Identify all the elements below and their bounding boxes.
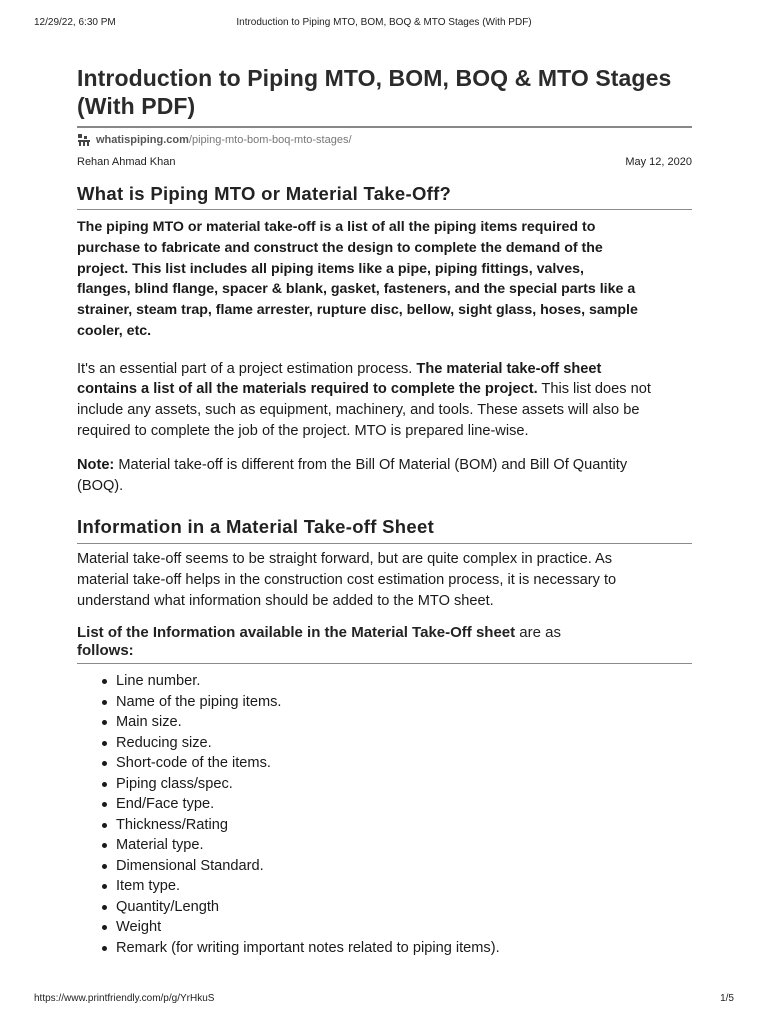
information-list — [77, 671, 692, 958]
list-item-text: Piping class/spec. — [116, 775, 233, 792]
bullet-icon — [102, 884, 107, 889]
print-footer — [34, 993, 734, 1007]
bullet-icon — [102, 761, 107, 766]
bullet-icon — [102, 720, 107, 725]
list-item — [77, 712, 692, 733]
list-item-text: Line number. — [116, 673, 201, 690]
section-divider — [77, 543, 692, 544]
list-item-text: Remark (for writing important notes related to piping items). — [116, 939, 500, 956]
title-divider — [77, 126, 692, 128]
heading-text: are as — [515, 624, 561, 642]
intro-line: purchase to fabricate and construct the design to complete the demand of the — [77, 239, 603, 256]
list-item-text: Main size. — [116, 714, 182, 731]
list-item-text: Reducing size. — [116, 734, 212, 751]
bullet-icon — [102, 741, 107, 746]
heading-text: follows: — [77, 642, 134, 660]
bullet-icon — [102, 679, 107, 684]
bullet-icon — [102, 864, 107, 869]
list-item — [77, 753, 692, 774]
author-name: Rehan Ahmad Khan — [77, 156, 176, 168]
section-heading-what-is-mto: What is Piping MTO or Material Take-Off? — [77, 183, 452, 204]
bullet-icon — [102, 905, 107, 910]
bullet-icon — [102, 946, 107, 951]
bullet-icon — [102, 700, 107, 705]
heading-text: List of the Information available in the Material Take-Off sheet — [77, 624, 516, 642]
article — [77, 64, 692, 958]
page-number: 1/5 — [720, 993, 734, 1004]
bullet-icon — [102, 823, 107, 828]
intro-line: flanges, blind flange, spacer & blank, gasket, fasteners, and the special parts like a — [77, 281, 636, 298]
article-meta — [77, 156, 692, 168]
print-header — [34, 17, 734, 31]
list-item — [77, 856, 692, 877]
paragraph-emphasis: contains a list of all the materials required to complete the project. — [77, 381, 538, 398]
note-label: Note: — [77, 457, 115, 474]
bullet-icon — [102, 843, 107, 848]
article-title — [77, 64, 692, 120]
paragraph-emphasis: The material take-off sheet — [416, 360, 602, 377]
paragraph-text: understand what information should be added to the MTO sheet. — [77, 592, 494, 609]
note-paragraph — [77, 455, 692, 496]
list-item-text: Dimensional Standard. — [116, 857, 264, 874]
list-item-text: Name of the piping items. — [116, 693, 282, 710]
list-item-text: Material type. — [116, 837, 204, 854]
paragraph-text: This list does not — [537, 381, 651, 398]
intro-line: strainer, steam trap, flame arrester, rupture disc, bellow, sight glass, hoses, sample — [77, 302, 638, 319]
list-item — [77, 835, 692, 856]
list-item — [77, 671, 692, 692]
section-divider — [77, 209, 692, 210]
paragraph-text: Material take-off seems to be straight forward, but are quite complex in practice. As — [77, 551, 613, 568]
intro-paragraph — [77, 217, 692, 342]
bullet-icon — [102, 782, 107, 787]
site-logo-icon — [77, 133, 91, 147]
intro-line: project. This list includes all piping items like a pipe, piping fittings, valves, — [77, 260, 584, 277]
bullet-icon — [102, 802, 107, 807]
print-url[interactable]: https://www.printfriendly.com/p/g/YrHkuS — [34, 993, 215, 1004]
information-paragraph — [77, 549, 692, 611]
list-item — [77, 876, 692, 897]
print-page-title: Introduction to Piping MTO, BOM, BOQ & MTO Stages (With PDF) — [236, 17, 532, 28]
list-item — [77, 794, 692, 815]
list-item-text: End/Face type. — [116, 796, 215, 813]
information-list-heading — [77, 624, 692, 660]
list-item-text: Weight — [116, 919, 162, 936]
article-title-line2: (With PDF) — [77, 93, 196, 119]
bullet-icon — [102, 925, 107, 930]
paragraph-text: required to complete the job of the project. MTO is prepared line-wise. — [77, 422, 529, 439]
publish-date: May 12, 2020 — [625, 156, 692, 168]
source-link[interactable] — [77, 133, 692, 147]
list-item — [77, 917, 692, 938]
list-item-text: Short-code of the items. — [116, 755, 271, 772]
section-heading-information: Information in a Material Take-off Sheet — [77, 516, 435, 538]
paragraph-text: include any assets, such as equipment, machinery, and tools. These assets will also be — [77, 401, 640, 418]
print-datetime: 12/29/22, 6:30 PM — [34, 17, 116, 28]
source-path[interactable]: /piping-mto-bom-boq-mto-stages/ — [188, 134, 352, 146]
paragraph-text: material take-off helps in the construction cost estimation process, it is necessary to — [77, 571, 617, 588]
intro-line: The piping MTO or material take-off is a list of all the piping items required to — [77, 219, 596, 235]
estimation-paragraph — [77, 359, 692, 441]
list-item — [77, 733, 692, 754]
list-item-text: Quantity/Length — [116, 898, 220, 915]
paragraph-text: It's an essential part of a project estimation process. — [77, 360, 417, 377]
article-title-line1: Introduction to Piping MTO, BOM, BOQ & MTO Stages — [77, 65, 672, 91]
list-item — [77, 897, 692, 918]
note-text: Material take-off is different from the Bill Of Material (BOM) and Bill Of Quantity — [114, 457, 628, 474]
intro-line: cooler, etc. — [77, 322, 152, 339]
list-item — [77, 815, 692, 836]
note-text: (BOQ). — [77, 477, 124, 494]
list-item — [77, 774, 692, 795]
section-divider — [77, 663, 692, 664]
source-domain[interactable]: whatispiping.com — [96, 134, 189, 146]
list-item — [77, 692, 692, 713]
list-item-text: Item type. — [116, 878, 181, 895]
list-item — [77, 938, 692, 959]
list-item-text: Thickness/Rating — [116, 816, 228, 833]
